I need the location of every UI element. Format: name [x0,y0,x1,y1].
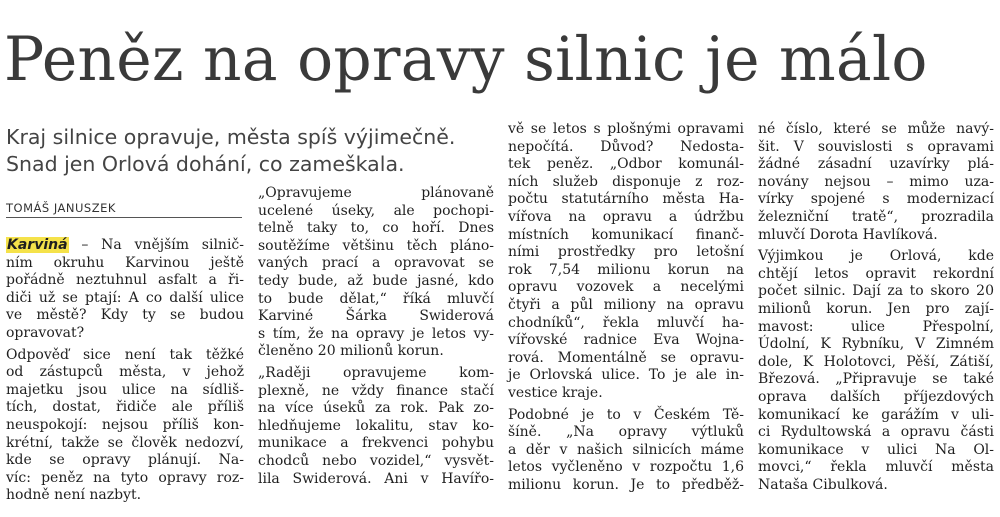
text-line: milionů korun. Jen pro zají- [758,300,994,317]
text-line: tedy bude, až bude jasné, kdo [258,272,494,289]
text-line: ních služeb disponuje z roz- [508,173,744,190]
text-line: mavost: ulice Přespolní, [758,318,994,335]
text-line [6,237,244,255]
text-line: pořádně neztuhnul asfalt a ři- [6,272,244,289]
byline: TOMÁŠ JANUSZEK [6,200,242,218]
text-line: ním okruhu Karvinou ještě [6,254,244,271]
text-line: rok 7,54 milionu korun na [508,261,744,278]
text-line: Odpověď sice není tak těžké [6,346,244,363]
text-line: nepočítá. Důvod? Nedosta- [508,138,744,155]
text-line: Karviné Šárka Swiderová [258,308,494,325]
text-line: majetku jsou ulice na sídliš- [6,381,244,398]
text-line: milionu korun. Je to předběž- [508,476,744,493]
text-line: vířovské radnice Eva Wojna- [508,332,744,349]
text-line: chodců nebo vozidel,“ vysvět- [258,452,494,469]
text-line: novány nejsou – mimo uza- [758,173,994,190]
text-line: místních komunikací finanč- [508,226,744,243]
text-line-rest: – Na vnějším silnič- [68,237,244,253]
text-line: počtu statutárního města Ha- [508,191,744,208]
text-line: Podobné je to v Českém Tě- [508,406,744,423]
text-line: munikace a frekvenci pohybu [258,435,494,452]
text-line: mluvčí Dorota Havlíková. [758,226,938,243]
text-line: Nataša Cibulková. [758,476,888,493]
text-line: ci Rydultowská a opravu části [758,424,994,441]
text-line: né číslo, které se může navý- [758,121,994,137]
text-line: železniční tratě“, prozradila [758,208,994,225]
text-line: ve městě? Kdy ty se budou [6,307,244,324]
article-column-4 [758,121,994,494]
text-line: a děr v našich silnicích máme [508,441,744,458]
subhead-line: Kraj silnice opravuje, města spíš výjimečně. [6,125,456,149]
text-line: opravovat? [6,324,85,341]
text-line: lila Swiderová. Ani v Havířo- [258,470,494,487]
text-line: čtyři a půl miliony na opravu [508,296,744,313]
text-line: to bude dělat,“ říká mluvčí [258,290,494,307]
text-line: od zástupců města, v jehož [6,364,244,381]
text-line: dole, K Holotovci, Pěší, Zátiší, [758,353,994,370]
dateline-place: Karviná [7,237,68,253]
text-line: vírky spojené s modernizací [758,191,994,208]
text-line: ucelené úseky, ale pochopi- [258,202,494,219]
text-line: tek peněz. „Odbor komunál- [508,156,744,173]
text-line: hledňujeme lokalitu, stav ko- [258,417,494,434]
text-line: opravu vozovek a necelými [508,279,744,296]
text-line: Údolní, K Rybníku, V Zimném [758,336,994,353]
text-line: počet silnic. Dají za to skoro 20 [758,283,994,300]
text-line: neuspokojí: nejsou příliš kon- [6,416,244,433]
text-line: je Orlovská ulice. To je ale in- [508,367,744,384]
text-line: víc: peněz na tyto opravy roz- [6,469,244,486]
text-line: movci,“ řekla mluvčí města [758,459,994,476]
text-line: šíně. „Na opravy výtluků [508,424,744,441]
text-line: soutěžíme většinu těch pláno- [258,237,494,254]
text-line: na více úseků za rok. Pak zo- [258,400,494,417]
text-line: telně taky to, co hoří. Dnes [258,220,494,237]
text-line: tích, dostat, řidiče ale příliš [6,399,244,416]
text-line: chtějí letos opravit rekordní [758,265,994,282]
article-column-3 [508,121,744,494]
text-line: šit. V souvislosti s opravami [758,138,994,155]
article-column-1 [6,237,244,505]
text-line: s tím, že na opravy je letos vy- [258,325,494,342]
text-line: vaných prací a opravovat se [258,255,494,272]
text-line: Výjimkou je Orlová, kde [758,248,994,265]
text-line: kde se opravy plánují. Na- [6,452,244,469]
text-line: žádné zásadní uzavírky plá- [758,156,994,173]
text-line: Březová. „Připravuje se také [758,371,994,388]
text-line: letos vyčleněno v rozpočtu 1,6 [508,459,744,476]
text-line: komunikací ke garážím v uli- [758,406,994,423]
text-line: vestice kraje. [508,384,603,401]
text-line: hodně není nazbyt. [6,487,142,504]
text-line: diči už se ptají: A co další ulice [6,289,244,306]
text-line: ními prostředky pro letošní [508,244,744,261]
text-line: členěno 20 milionů korun. [258,343,444,360]
text-line: krétní, takže se člověk nedozví, [6,434,244,451]
text-line: „Raději opravujeme kom- [258,364,494,381]
text-line: „Opravujeme plánovaně [258,185,494,201]
text-line: komunikace v ulici Na Ol- [758,441,994,458]
text-line: oprava dalších příjezdových [758,388,994,405]
article-column-2 [258,185,494,488]
text-line: vě se letos s plošnými opravami [508,121,744,137]
text-line: vířova na opravu a údržbu [508,208,744,225]
text-line: chodníků“, řekla mluvčí ha- [508,314,744,331]
subheadline [6,124,506,178]
text-line: rová. Momentálně se opravu- [508,349,744,366]
headline: Peněz na opravy silnic je málo [4,24,928,95]
subhead-line: Snad jen Orlová dohání, co zameškala. [6,152,405,176]
text-line: plexně, ne vždy finance stačí [258,382,494,399]
